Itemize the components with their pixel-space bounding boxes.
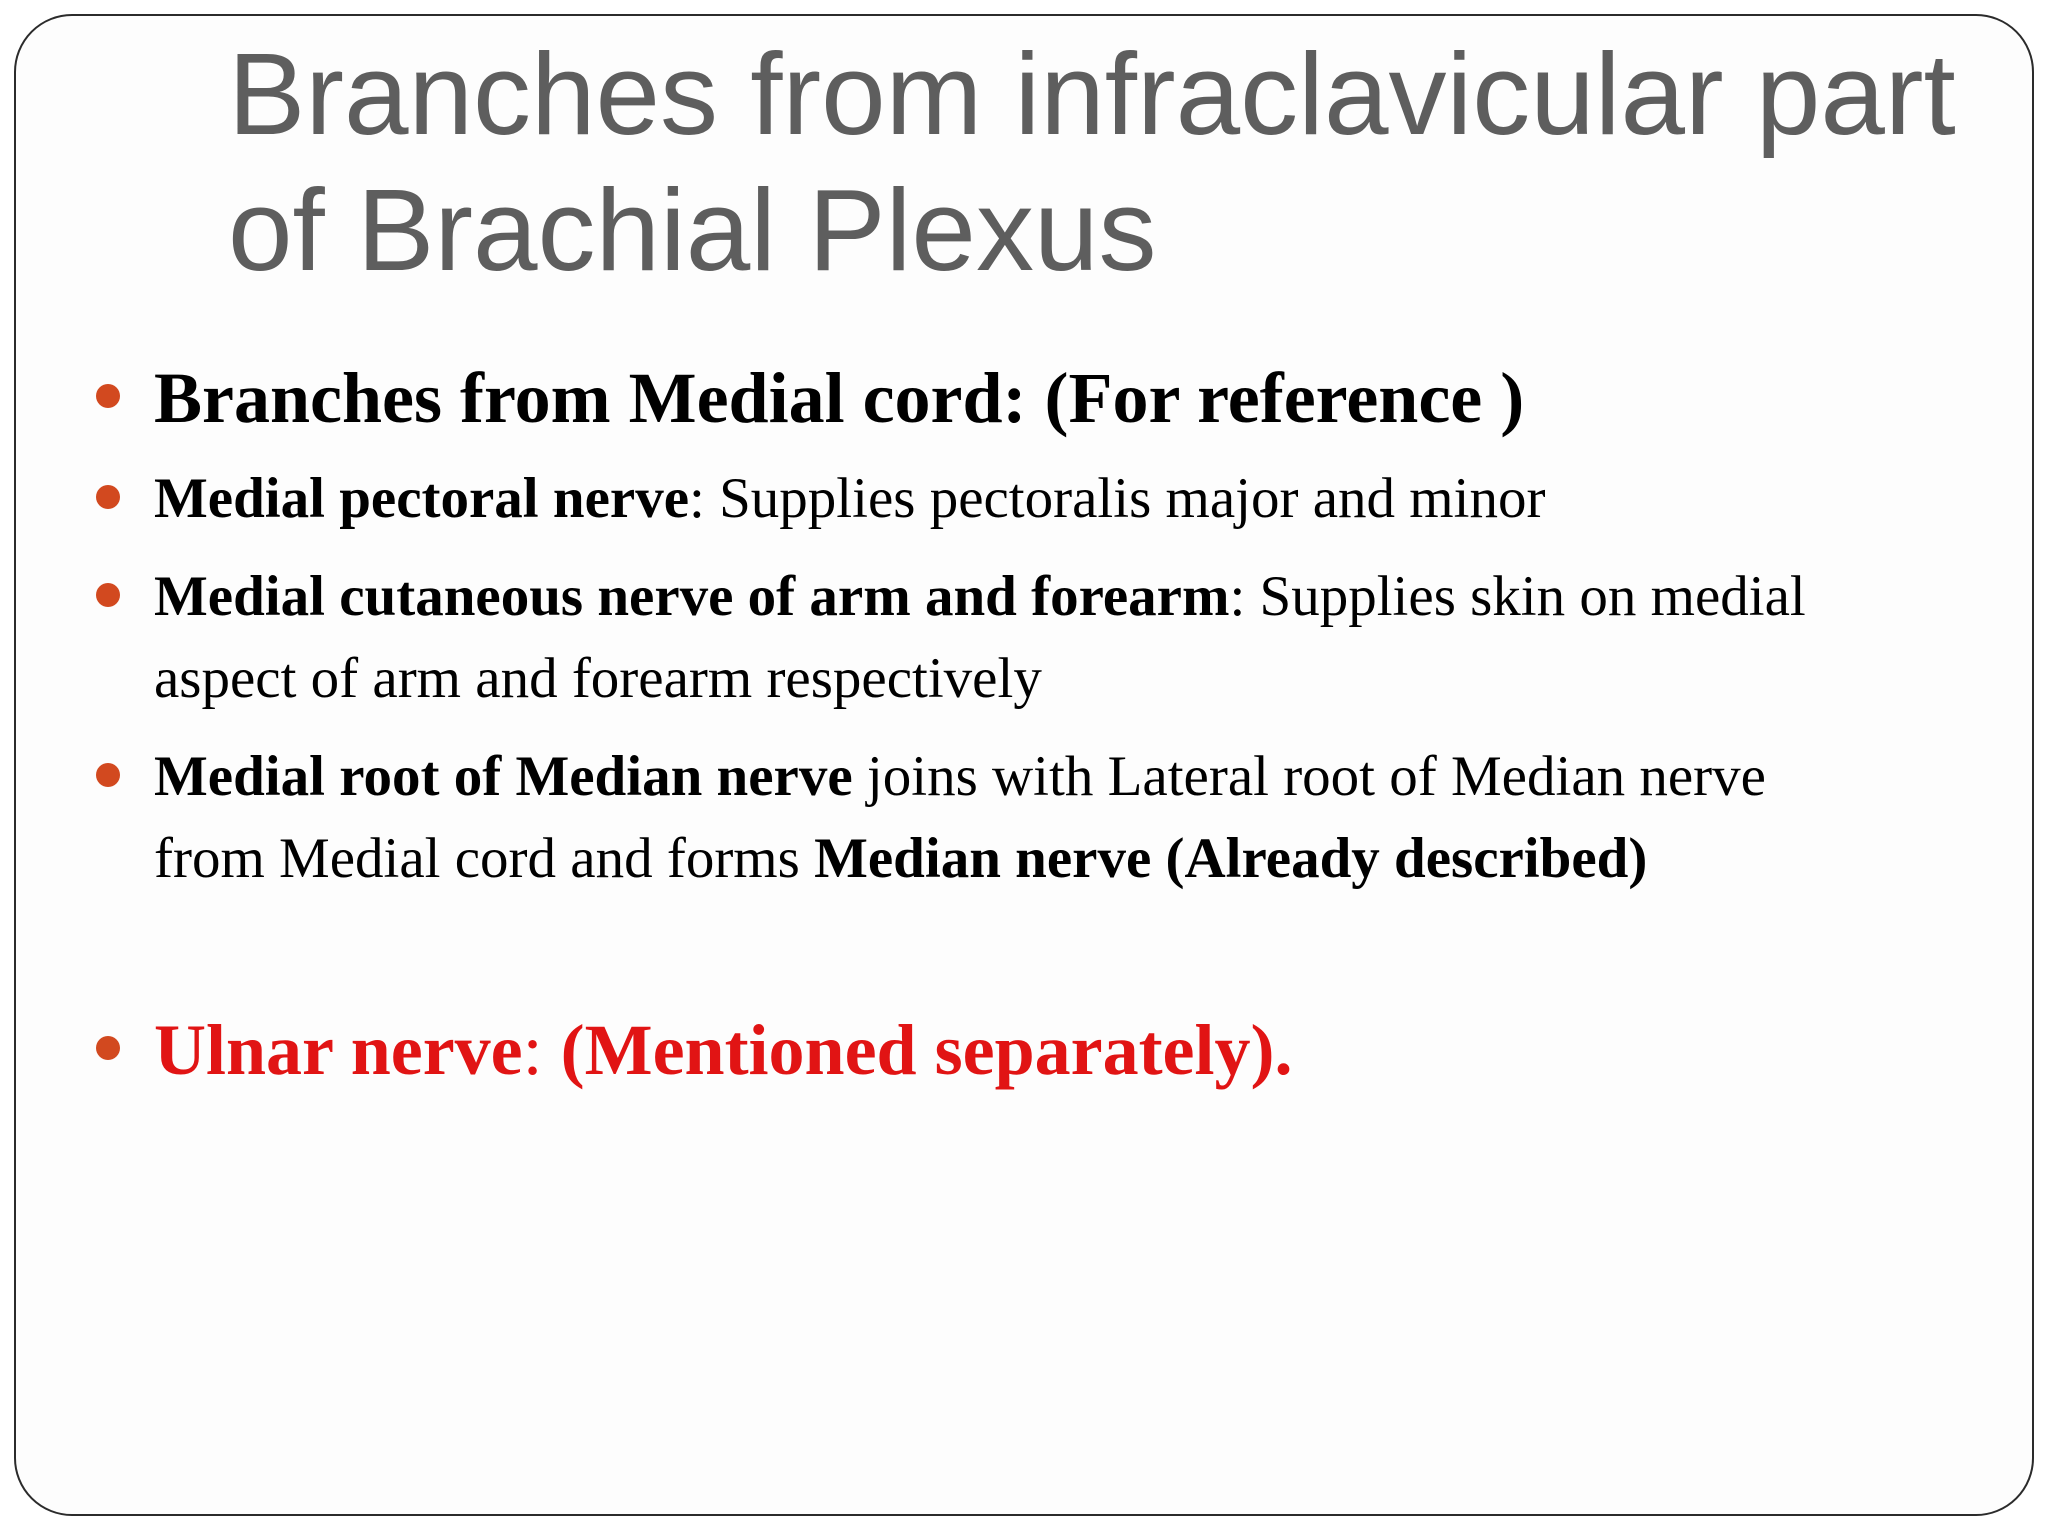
nerve-name: Ulnar nerve bbox=[154, 1010, 523, 1090]
bullet-item-medial-cord bbox=[16, 356, 2034, 440]
nerve-name: Medial pectoral nerve bbox=[154, 467, 689, 530]
bullet-heading: Branches from Medial cord: (For reference ) bbox=[154, 358, 1525, 438]
bullet-dot-icon bbox=[96, 485, 120, 509]
nerve-name: Medial root of Median nerve bbox=[154, 745, 853, 808]
slide-title: Branches from infraclavicular part of Brachial Plexus bbox=[228, 29, 1956, 295]
nerve-name: Medial cutaneous nerve of arm and forearm bbox=[154, 565, 1230, 628]
bullet-dot-icon bbox=[96, 763, 120, 787]
bullet-item-medial-root bbox=[16, 736, 2034, 900]
nerve-separator: : bbox=[522, 1010, 561, 1090]
bullet-item-medial-cutaneous bbox=[16, 556, 2034, 720]
bullet-item-ulnar bbox=[16, 1008, 2034, 1092]
bullet-dot-icon bbox=[96, 1036, 120, 1060]
bullet-list bbox=[16, 356, 2034, 1092]
nerve-result: Median nerve (Already described) bbox=[814, 827, 1648, 890]
nerve-description: : Supplies skin on medial aspect of arm and forearm respectively bbox=[154, 565, 1806, 710]
bullet-item-medial-pectoral bbox=[16, 458, 2034, 540]
nerve-description: joins with Lateral root of Median nerve from Medial cord and forms bbox=[154, 745, 1766, 890]
nerve-description: : Supplies pectoralis major and minor bbox=[689, 467, 1546, 530]
nerve-note: (Mentioned separately). bbox=[560, 1010, 1293, 1090]
bullet-dot-icon bbox=[96, 384, 120, 408]
slide bbox=[14, 14, 2034, 1516]
bullet-dot-icon bbox=[96, 583, 120, 607]
